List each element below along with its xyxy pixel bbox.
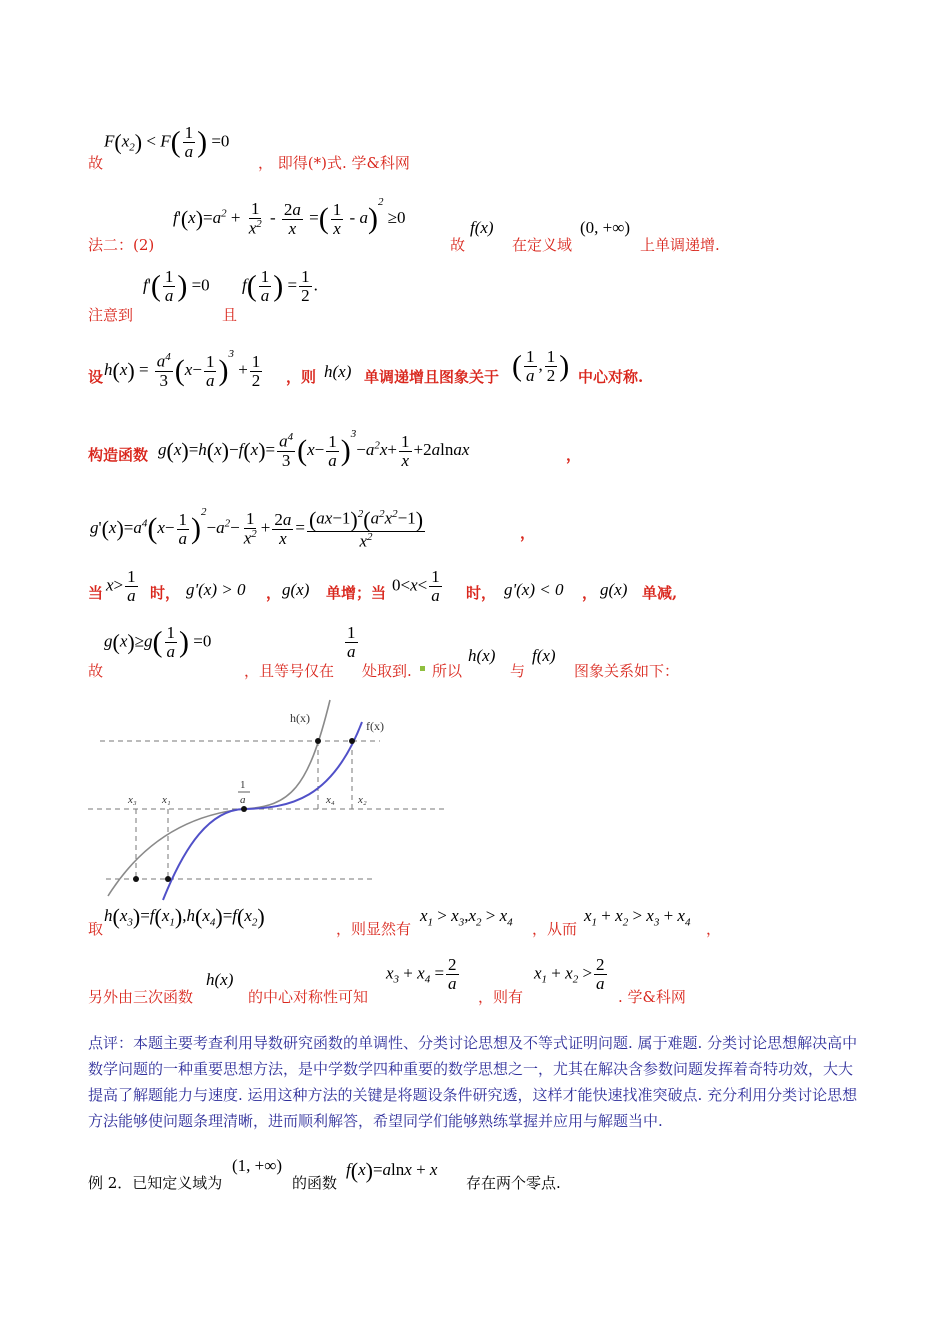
line10-m1: $x_3 + x_4$ = $\frac{2}{a}$ [386,955,457,993]
line4-suffix: 中心对称. [578,368,644,386]
line7-p6: ， [582,584,598,602]
line7-p4: 单增；当 [326,584,387,602]
x4-label: x₄ [326,794,335,806]
f-label: f(x) [366,719,384,733]
x3-label: x₃ [128,794,137,806]
line2-fx: f(x) [470,218,494,237]
line2-domain-label: 在定义域 [512,236,573,254]
line7-p7: 单减, [642,584,678,602]
line1-suffix: ， 即得(*)式. 学&科网 [258,154,410,172]
line9-m3: $x_1 + x_2 > x_3 + x_4$ [584,906,691,929]
point-h-x4 [315,738,321,744]
line6-formula: $g'(x)=a^4(x-$ $\frac{1}{a}$ )$^2-a^2-$ $\frac{1}{x^2}$ + $\frac{2a}{x}$ = $\frac{(ax-1)^2(a^2x^2-1)}{x^2}$ [90,506,424,551]
h-curve [108,700,330,896]
example-t2: 的函数 [292,1174,338,1192]
line7-m1: x> $\frac{1}{a}$ [106,567,136,605]
line10-m2: $x_1 + x_2$ > $\frac{2}{a}$ [534,955,605,993]
line7-m6: g(x) [600,580,628,599]
line5-suffix: ， [566,446,582,464]
line3-label: 注意到 [88,306,134,324]
line1-formula: $F(x_2) < F$( $\frac{1}{a}$ ) =0 [104,123,230,161]
line7-p1: 当 [88,584,104,602]
line9-t2: ，从而 [532,920,578,938]
line4-text: ，则 [286,368,317,386]
line9-label: 取 [88,920,104,938]
h-label: h(x) [290,711,310,725]
line2-mid: 故 [450,236,466,254]
line9-formula: $h(x_3)=f(x_1),h(x_4)=f(x_2)$ [104,904,265,929]
line9-t1: ，则显然有 [336,920,412,938]
line4-hx: h(x) [324,362,352,381]
line9-t3: ， [706,920,722,938]
center-label-num: 1 [240,779,246,791]
x2-label: x₂ [358,794,367,806]
line8-fx: f(x) [532,646,556,665]
comment-paragraph: 点评：本题主要考查利用导数研究函数的单调性、分类讨论思想及不等式证明问题. 属于难题. 分类讨论思想解决高中数学问题的一种重要思想方法，是中学数学四种重要的数学思想之一，尤其在解决含参数问题发挥着奇特功效，大大提高了解题能力与速度. 运用这种方法的关键是将题设条件研究透，这样才能快速找准突破点. 充分利用分类讨论思想方法能够使问题条理清晰，进而顺利解答，希望同学们能够熟练掌握并应用与解题当中. [88,1034,858,1130]
line9-m2: $x_1 > x_3,x_2 > x_4$ [420,906,513,929]
line4-point: ( $\frac{1}{a}$ , $\frac{1}{2}$ ) [512,347,570,385]
point-f-x2 [349,738,355,744]
center-point [241,806,247,812]
line3-formula1: f'( $\frac{1}{a}$ ) =0 [143,267,210,305]
line7-p5: 时， [466,584,497,602]
example-math: f(x)=alnx + x [346,1158,438,1183]
line3-and: 且 [222,306,238,324]
line7-m3: g(x) [282,580,310,599]
center-label-den: a [240,794,246,806]
x1-label: x₁ [162,794,171,806]
line10-t4: . 学&科网 [618,988,686,1006]
line2-domain: (0, +∞) [580,218,631,237]
line8-m2: $\frac{1}{a}$ [347,623,356,661]
line10-t3: ，则有 [478,988,524,1006]
line8-formula: g(x)≥g( $\frac{1}{a}$ ) =0 [104,623,212,661]
f-curve [163,722,362,900]
line7-p2: 时， [150,584,181,602]
line8-t5: 图象关系如下： [574,662,680,680]
point-h-x3 [133,876,139,882]
line4-text2: 单调递增且图象关于 [364,368,500,386]
line8-t3: 所以 [432,662,463,680]
example-t1: 例 2．已知定义域为 [88,1174,223,1192]
line10-hx: h(x) [206,970,234,989]
line8-hx: h(x) [468,646,496,665]
line8-t4: 与 [510,662,526,680]
line1-label: 故 [88,154,104,172]
line4-prefix: 设 [88,368,104,386]
point-f-x1 [165,876,171,882]
line6-suffix: ， [520,524,536,542]
line7-m5: g'(x) < 0 [504,580,564,599]
line8-label: 故 [88,662,104,680]
line5-prefix: 构造函数 [88,446,149,464]
line10-t2: 的中心对称性可知 [248,988,369,1006]
line10-t1: 另外由三次函数 [88,988,194,1006]
example-t3: 存在两个零点. [466,1174,561,1192]
line3-formula2: f( $\frac{1}{a}$ ) = $\frac{1}{2}$ . [242,267,318,305]
line8-t1: ，且等号仅在 [244,662,335,680]
example-domain: (1, +∞) [232,1156,283,1175]
line2-formula: $f'(x)=a^2$ + $\frac{1}{x^2}$ - $\frac{2a}{x}$ =( $\frac{1}{x}$ - a)$^2$ ≥0 [173,196,406,238]
line5-formula: g(x)=h(x)−f(x)= $\frac{a^4}{3}$ (x− $\frac{1}{a}$ )$^3-a^2x+$ $\frac{1}{x}$ +2alnax [158,428,470,470]
line8-t2: 处取到. [362,662,412,680]
line4-formula: h(x) = $\frac{a^4}{3}$ (x− $\frac{1}{a}$ )$^3$ + $\frac{1}{2}$ [104,348,261,390]
line2-label: 法二：(2) [88,236,155,254]
line7-m4: 0<x< $\frac{1}{a}$ [392,567,440,605]
line2-suffix: 上单调递增. [640,236,720,254]
line7-p3: ， [266,584,282,602]
line7-m2: g'(x) > 0 [186,580,246,599]
